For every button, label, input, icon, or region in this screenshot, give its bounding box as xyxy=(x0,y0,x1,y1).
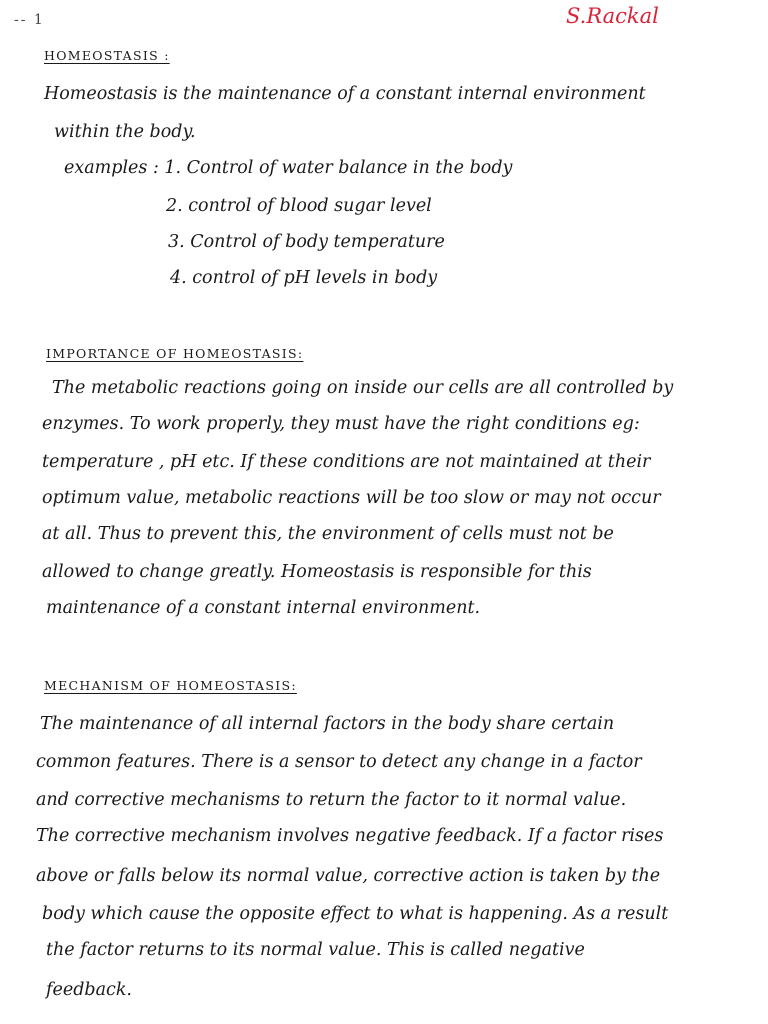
author-name: S.Rackal xyxy=(566,4,659,28)
text-line: common features. There is a sensor to detect any change in a factor xyxy=(36,752,642,772)
text-line: allowed to change greatly. Homeostasis is responsible for this xyxy=(42,562,592,582)
example-item: 2. control of blood sugar level xyxy=(166,196,432,216)
text-line: body which cause the opposite effect to what is happening. As a result xyxy=(42,904,669,924)
example-item: 3. Control of body temperature xyxy=(168,232,445,252)
section-heading-mechanism: MECHANISM OF HOMEOSTASIS: xyxy=(44,678,297,693)
text-line: the factor returns to its normal value. This is called negative xyxy=(46,940,585,960)
section-heading-homeostasis: HOMEOSTASIS : xyxy=(44,48,170,63)
text-line: optimum value, metabolic reactions will be too slow or may not occur xyxy=(42,488,661,508)
text-line: The metabolic reactions going on inside our cells are all controlled by xyxy=(52,378,674,398)
text-line: examples : 1. Control of water balance in the body xyxy=(64,158,513,178)
text-line: enzymes. To work properly, they must have the right conditions eg: xyxy=(42,414,640,434)
text-line: The maintenance of all internal factors in the body share certain xyxy=(40,714,615,734)
section-heading-importance: IMPORTANCE OF HOMEOSTASIS: xyxy=(46,346,304,361)
text-line: and corrective mechanisms to return the factor to it normal value. xyxy=(36,790,627,810)
text-line: above or falls below its normal value, corrective action is taken by the xyxy=(36,866,661,886)
text-line: at all. Thus to prevent this, the environment of cells must not be xyxy=(42,524,614,544)
text-line: temperature , pH etc. If these conditions are not maintained at their xyxy=(42,452,651,472)
text-line: maintenance of a constant internal environment. xyxy=(46,598,481,618)
example-item: 4. control of pH levels in body xyxy=(170,268,438,288)
text-line: The corrective mechanism involves negative feedback. If a factor rises xyxy=(36,826,664,846)
text-line: within the body. xyxy=(54,122,196,142)
text-line: feedback. xyxy=(46,980,132,1000)
text-line: Homeostasis is the maintenance of a constant internal environment xyxy=(44,84,646,104)
margin-mark: -- 1 xyxy=(14,12,45,28)
